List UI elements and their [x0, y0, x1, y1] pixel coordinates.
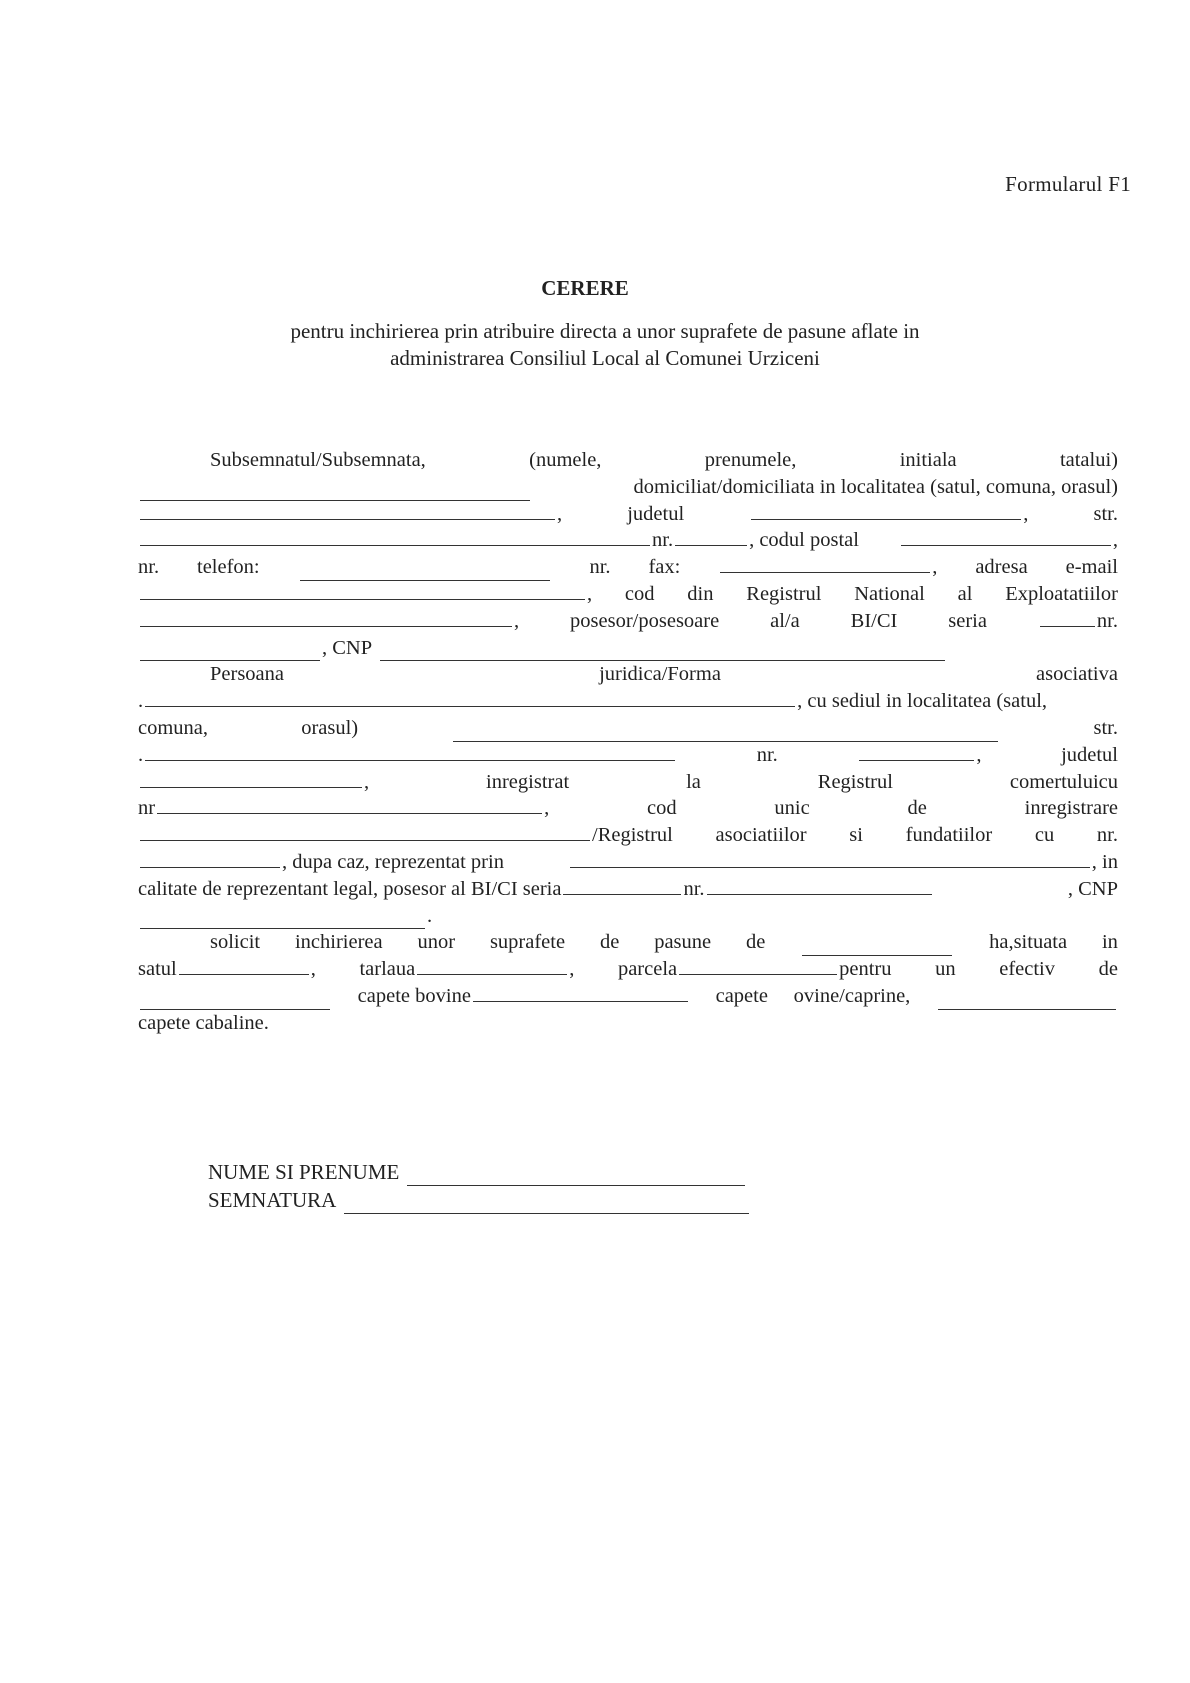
- representative-cnp-field[interactable]: [140, 911, 425, 929]
- text-dot: .: [138, 743, 144, 766]
- text-nr: nr.: [589, 556, 611, 579]
- text-din: din: [687, 582, 714, 605]
- company-street-number-field[interactable]: [859, 743, 974, 761]
- text-de: de: [599, 931, 620, 954]
- text-comma: ,: [1112, 529, 1118, 552]
- association-register-number-field[interactable]: [140, 850, 280, 868]
- text-comma: ,: [976, 743, 982, 766]
- body-line-19: [138, 929, 1118, 956]
- text-judetul: judetul: [1061, 743, 1118, 766]
- text-inregistrare: inregistrare: [1024, 797, 1118, 820]
- text-nr: nr.: [683, 877, 705, 900]
- text-ha-situata: ha,situata: [989, 931, 1068, 954]
- text-adresa: adresa: [975, 556, 1028, 579]
- text-efectiv: efectiv: [999, 958, 1055, 981]
- body-line-4: [138, 527, 1118, 554]
- tarla-field[interactable]: [417, 957, 567, 975]
- text-numele: (numele,: [529, 449, 602, 471]
- text-codul-postal: , codul postal: [749, 529, 859, 552]
- body-line-22: [138, 1010, 1118, 1037]
- bovine-count-field[interactable]: [140, 992, 330, 1010]
- text-cu: cu: [1034, 824, 1055, 847]
- text-comma: ,: [557, 502, 563, 525]
- text-fundatiilor: fundatiilor: [905, 824, 993, 847]
- text-cnp: , CNP: [322, 636, 373, 659]
- area-ha-field[interactable]: [802, 938, 952, 956]
- text-al: al: [957, 582, 973, 605]
- text-comertului: comertuluicu: [1009, 770, 1118, 793]
- text-comma: ,: [569, 958, 575, 981]
- id-series-field[interactable]: [1040, 609, 1095, 627]
- phone-field[interactable]: [300, 563, 550, 581]
- request-body: [138, 447, 1118, 1037]
- text-suprafete: suprafete: [489, 931, 566, 954]
- text-comma: ,: [310, 958, 316, 981]
- text-pentru: pentru: [839, 958, 892, 981]
- text-unor: unor: [417, 931, 456, 954]
- body-line-9: [138, 661, 1118, 688]
- text-fax: fax:: [648, 556, 681, 579]
- body-line-11: [138, 715, 1118, 742]
- text-bi-ci: BI/CI: [850, 609, 898, 632]
- text-calitate-reprezentant: calitate de reprezentant legal, posesor al BI/CI seria: [138, 877, 562, 900]
- text-registrul-asociatiilor: /Registrul: [592, 824, 673, 847]
- body-line-10: [138, 688, 1118, 715]
- text-in: in: [1101, 931, 1118, 954]
- form-code: Formularul F1: [1005, 172, 1131, 196]
- text-nr: nr.: [652, 529, 674, 552]
- name-row: [208, 1158, 751, 1186]
- text-tarlaua: tarlaua: [359, 958, 416, 981]
- body-line-12: [138, 742, 1118, 769]
- body-line-1: [138, 447, 1118, 474]
- text-national: National: [854, 582, 925, 605]
- county-field[interactable]: [751, 502, 1021, 520]
- text-comma: ,: [544, 797, 550, 820]
- signature-label: SEMNATURA: [208, 1188, 337, 1212]
- text-nr: nr.: [1096, 824, 1118, 847]
- company-street-field[interactable]: [145, 743, 675, 761]
- text-ovine-caprine: ovine/caprine,: [793, 984, 911, 1007]
- signature-field[interactable]: [344, 1196, 749, 1214]
- representative-name-field[interactable]: [570, 850, 1090, 868]
- text-dot: .: [138, 690, 144, 713]
- body-line-5: [138, 554, 1118, 581]
- text-la: la: [686, 770, 701, 793]
- text-cu-sediul: , cu sediul in localitatea (satul,: [797, 690, 1048, 713]
- text-str: str.: [1093, 716, 1118, 739]
- postal-code-field[interactable]: [901, 528, 1111, 546]
- fax-field[interactable]: [720, 555, 930, 573]
- text-telefon: telefon:: [197, 556, 260, 579]
- body-line-8: [138, 635, 1118, 662]
- body-line-3: [138, 501, 1118, 528]
- company-locality-field[interactable]: [453, 724, 998, 742]
- text-asociativa: asociativa: [1036, 663, 1118, 686]
- text-email: e-mail: [1065, 556, 1118, 579]
- street-number-field[interactable]: [675, 528, 747, 546]
- text-nr: nr.: [138, 556, 160, 579]
- email-field[interactable]: [140, 582, 585, 600]
- text-posesor: posesor/posesoare: [570, 609, 720, 632]
- representative-id-series-field[interactable]: [563, 877, 681, 895]
- rne-code-field[interactable]: [140, 609, 512, 627]
- text-asociatiilor: asociatiilor: [715, 824, 807, 847]
- text-orasul: orasul): [301, 716, 359, 739]
- company-name-field[interactable]: [145, 689, 795, 707]
- text-judetul: judetul: [627, 502, 685, 525]
- text-tatalui: tatalui): [1059, 449, 1118, 471]
- text-prenumele: prenumele,: [704, 449, 797, 471]
- document-subtitle: [240, 318, 970, 372]
- text-unic: unic: [774, 797, 810, 820]
- body-line-20: [138, 956, 1118, 983]
- subtitle-line-2: administrarea Consiliul Local al Comunei Urziceni: [390, 346, 820, 370]
- company-county-field[interactable]: [140, 770, 362, 788]
- body-line-16: [138, 849, 1118, 876]
- equine-count-field[interactable]: [938, 992, 1116, 1010]
- signature-row: [208, 1186, 751, 1214]
- text-al-a: al/a: [770, 609, 800, 632]
- text-comma: ,: [1023, 502, 1029, 525]
- text-exploatatiilor: Exploatatiilor: [1005, 582, 1118, 605]
- text-cod: cod: [647, 797, 677, 820]
- text-de: de: [1098, 958, 1118, 981]
- text-comma: ,: [587, 582, 593, 605]
- ovine-count-field[interactable]: [473, 984, 688, 1002]
- text-pasune: pasune: [654, 931, 712, 954]
- text-registrul: Registrul: [746, 582, 822, 605]
- body-line-13: [138, 769, 1118, 796]
- text-solicit: solicit: [210, 931, 261, 954]
- body-line-7: [138, 608, 1118, 635]
- text-dot: .: [427, 904, 433, 927]
- body-line-21: [138, 983, 1118, 1010]
- text-satul: satul: [138, 958, 177, 981]
- id-number-field[interactable]: [140, 643, 320, 661]
- body-line-15: [138, 822, 1118, 849]
- text-parcela: parcela: [617, 958, 678, 981]
- text-str: str.: [1093, 502, 1118, 525]
- text-initiala: initiala: [899, 449, 957, 471]
- unique-code-field[interactable]: [140, 823, 590, 841]
- text-registrul: Registrul: [817, 770, 893, 793]
- village-field[interactable]: [179, 957, 309, 975]
- body-line-2: [138, 474, 1118, 501]
- text-de: de: [907, 797, 927, 820]
- text-reprezentat-prin: , dupa caz, reprezentat prin: [282, 850, 504, 873]
- text-persoana: Persoana: [210, 663, 285, 686]
- signature-block: [208, 1158, 751, 1214]
- text-capete-bovine: capete bovine: [357, 984, 471, 1007]
- representative-id-number-field[interactable]: [707, 877, 932, 895]
- street-field[interactable]: [140, 528, 650, 546]
- text-cnp: , CNP: [1067, 877, 1118, 900]
- text-subsemnatul: Subsemnatul/Subsemnata,: [210, 449, 426, 471]
- trade-register-number-field[interactable]: [157, 796, 542, 814]
- parcel-field[interactable]: [679, 957, 837, 975]
- body-line-18: [138, 903, 1118, 930]
- text-si: si: [849, 824, 863, 847]
- name-label: NUME SI PRENUME: [208, 1160, 400, 1184]
- text-comuna: comuna,: [138, 716, 209, 739]
- text-comma: ,: [932, 556, 938, 579]
- text-domiciliat: domiciliat/domiciliata in localitatea (satul, comuna, orasul): [633, 475, 1118, 498]
- text-nr: nr: [138, 797, 156, 820]
- text-nr: nr.: [756, 743, 778, 766]
- text-comma: ,: [514, 609, 520, 632]
- text-nr: nr.: [1096, 609, 1118, 632]
- text-inregistrat: inregistrat: [486, 770, 570, 793]
- text-capete-cabaline: capete cabaline.: [138, 1011, 269, 1034]
- text-cod: cod: [624, 582, 655, 605]
- text-comma: ,: [364, 770, 370, 793]
- text-un: un: [935, 958, 956, 981]
- full-name-field[interactable]: [407, 1168, 745, 1186]
- name-field[interactable]: [140, 483, 530, 501]
- text-seria: seria: [948, 609, 987, 632]
- subtitle-line-1: pentru inchirierea prin atribuire directa a unor suprafete de pasune aflate in: [290, 319, 920, 343]
- text-juridica-forma: juridica/Forma: [599, 663, 721, 686]
- body-line-14: [138, 795, 1118, 822]
- cnp-field[interactable]: [380, 643, 945, 661]
- text-in: , in: [1091, 850, 1118, 873]
- text-capete: capete: [715, 984, 768, 1007]
- text-inchirierea: inchirierea: [294, 931, 383, 954]
- body-line-6: [138, 581, 1118, 608]
- body-line-17: [138, 876, 1118, 903]
- locality-field[interactable]: [140, 502, 555, 520]
- document-title: CERERE: [541, 276, 629, 300]
- text-de: de: [746, 931, 766, 954]
